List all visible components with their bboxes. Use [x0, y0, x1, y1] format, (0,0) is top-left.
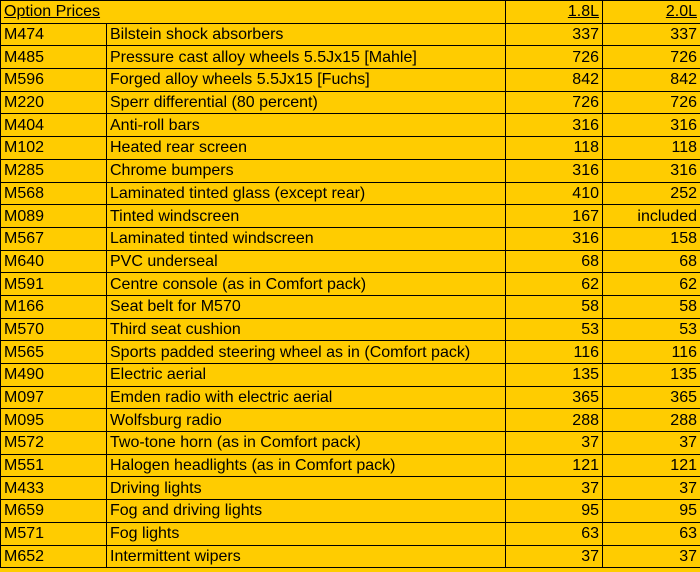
option-code-cell[interactable]: M640	[1, 250, 107, 273]
table-row	[1, 137, 700, 160]
price-1-8l-cell[interactable]: 37	[506, 477, 603, 500]
table-row	[1, 46, 700, 69]
table-row	[1, 341, 700, 364]
option-code-cell[interactable]: M490	[1, 364, 107, 387]
table-row	[1, 477, 700, 500]
option-description-cell[interactable]: Seat belt for M570	[107, 295, 506, 318]
option-description-cell[interactable]: Halogen headlights (as in Comfort pack)	[107, 454, 506, 477]
table-row	[1, 500, 700, 523]
price-1-8l-cell[interactable]: 167	[506, 205, 603, 228]
option-description-cell[interactable]: Electric aerial	[107, 364, 506, 387]
option-code-cell[interactable]: M095	[1, 409, 107, 432]
price-2-0l-cell[interactable]: 62	[603, 273, 700, 296]
price-1-8l-cell[interactable]: 37	[506, 432, 603, 455]
table-row	[1, 69, 700, 92]
column-header-1-8l[interactable]: 1.8L	[506, 1, 603, 24]
option-code-cell[interactable]: M570	[1, 318, 107, 341]
price-2-0l-cell[interactable]: 37	[603, 477, 700, 500]
price-2-0l-cell[interactable]: included	[603, 205, 700, 228]
option-prices-title[interactable]: Option Prices	[1, 1, 107, 24]
header-empty-cell[interactable]	[107, 1, 506, 24]
header-row	[1, 1, 700, 24]
price-2-0l-cell[interactable]: 158	[603, 227, 700, 250]
option-code-cell[interactable]: M097	[1, 386, 107, 409]
option-description-cell[interactable]: Sperr differential (80 percent)	[107, 91, 506, 114]
price-2-0l-cell[interactable]: 365	[603, 386, 700, 409]
option-description-cell[interactable]: Tinted windscreen	[107, 205, 506, 228]
option-code-cell[interactable]: M285	[1, 159, 107, 182]
option-description-cell[interactable]: Wolfsburg radio	[107, 409, 506, 432]
table-row	[1, 182, 700, 205]
table-row	[1, 23, 700, 46]
option-code-cell[interactable]: M652	[1, 545, 107, 568]
option-code-cell[interactable]: M565	[1, 341, 107, 364]
price-1-8l-cell[interactable]: 316	[506, 114, 603, 137]
price-2-0l-cell[interactable]: 68	[603, 250, 700, 273]
table-row	[1, 114, 700, 137]
option-code-cell[interactable]: M596	[1, 69, 107, 92]
table-row	[1, 386, 700, 409]
option-code-cell[interactable]: M572	[1, 432, 107, 455]
option-description-cell[interactable]: Laminated tinted windscreen	[107, 227, 506, 250]
price-1-8l-cell[interactable]: 37	[506, 545, 603, 568]
option-code-cell[interactable]: M433	[1, 477, 107, 500]
option-description-cell[interactable]: Centre console (as in Comfort pack)	[107, 273, 506, 296]
price-1-8l-cell[interactable]: 118	[506, 137, 603, 160]
price-2-0l-cell[interactable]: 53	[603, 318, 700, 341]
option-code-cell[interactable]: M571	[1, 522, 107, 545]
table-row	[1, 364, 700, 387]
price-2-0l-cell[interactable]: 118	[603, 137, 700, 160]
option-description-cell[interactable]: Heated rear screen	[107, 137, 506, 160]
price-1-8l-cell[interactable]: 62	[506, 273, 603, 296]
price-1-8l-cell[interactable]: 726	[506, 46, 603, 69]
option-description-cell[interactable]: Bilstein shock absorbers	[107, 23, 506, 46]
option-code-cell[interactable]: M474	[1, 23, 107, 46]
table-row	[1, 273, 700, 296]
option-description-cell[interactable]: PVC underseal	[107, 250, 506, 273]
table-row	[1, 318, 700, 341]
table-row	[1, 250, 700, 273]
option-code-cell[interactable]: M220	[1, 91, 107, 114]
price-1-8l-cell[interactable]: 316	[506, 227, 603, 250]
price-1-8l-cell[interactable]: 121	[506, 454, 603, 477]
table-row	[1, 454, 700, 477]
price-1-8l-cell[interactable]: 63	[506, 522, 603, 545]
table-row	[1, 91, 700, 114]
option-description-cell[interactable]: Laminated tinted glass (except rear)	[107, 182, 506, 205]
price-2-0l-cell[interactable]: 726	[603, 46, 700, 69]
option-code-cell[interactable]: M404	[1, 114, 107, 137]
option-code-cell[interactable]: M089	[1, 205, 107, 228]
table-row	[1, 409, 700, 432]
price-1-8l-cell[interactable]: 842	[506, 69, 603, 92]
table-row	[1, 205, 700, 228]
option-code-cell[interactable]: M591	[1, 273, 107, 296]
option-description-cell[interactable]: Pressure cast alloy wheels 5.5Jx15 [Mahle]	[107, 46, 506, 69]
option-description-cell[interactable]: Fog and driving lights	[107, 500, 506, 523]
option-description-cell[interactable]: Intermittent wipers	[107, 545, 506, 568]
option-description-cell[interactable]: Two-tone horn (as in Comfort pack)	[107, 432, 506, 455]
option-description-cell[interactable]: Anti-roll bars	[107, 114, 506, 137]
price-1-8l-cell[interactable]: 288	[506, 409, 603, 432]
price-1-8l-cell[interactable]: 116	[506, 341, 603, 364]
table-row	[1, 545, 700, 568]
price-1-8l-cell[interactable]: 337	[506, 23, 603, 46]
option-code-cell[interactable]: M659	[1, 500, 107, 523]
price-2-0l-cell[interactable]: 135	[603, 364, 700, 387]
price-1-8l-cell[interactable]: 68	[506, 250, 603, 273]
price-2-0l-cell[interactable]: 63	[603, 522, 700, 545]
price-2-0l-cell[interactable]: 95	[603, 500, 700, 523]
price-2-0l-cell[interactable]: 337	[603, 23, 700, 46]
option-code-cell[interactable]: M485	[1, 46, 107, 69]
option-code-cell[interactable]: M568	[1, 182, 107, 205]
table-row	[1, 295, 700, 318]
price-2-0l-cell[interactable]: 288	[603, 409, 700, 432]
option-description-cell[interactable]: Emden radio with electric aerial	[107, 386, 506, 409]
price-2-0l-cell[interactable]: 121	[603, 454, 700, 477]
option-code-cell[interactable]: M166	[1, 295, 107, 318]
price-2-0l-cell[interactable]: 842	[603, 69, 700, 92]
table-row	[1, 159, 700, 182]
table-row	[1, 227, 700, 250]
price-1-8l-cell[interactable]: 95	[506, 500, 603, 523]
price-2-0l-cell[interactable]: 252	[603, 182, 700, 205]
column-header-2-0l[interactable]: 2.0L	[603, 1, 700, 24]
option-code-cell[interactable]: M102	[1, 137, 107, 160]
price-1-8l-cell[interactable]: 365	[506, 386, 603, 409]
price-1-8l-cell[interactable]: 135	[506, 364, 603, 387]
option-description-cell[interactable]: Forged alloy wheels 5.5Jx15 [Fuchs]	[107, 69, 506, 92]
table-row	[1, 432, 700, 455]
option-code-cell[interactable]: M567	[1, 227, 107, 250]
price-1-8l-cell[interactable]: 726	[506, 91, 603, 114]
option-description-cell[interactable]: Driving lights	[107, 477, 506, 500]
price-2-0l-cell[interactable]: 726	[603, 91, 700, 114]
option-description-cell[interactable]: Fog lights	[107, 522, 506, 545]
price-1-8l-cell[interactable]: 410	[506, 182, 603, 205]
price-2-0l-cell[interactable]: 116	[603, 341, 700, 364]
price-1-8l-cell[interactable]: 58	[506, 295, 603, 318]
price-1-8l-cell[interactable]: 53	[506, 318, 603, 341]
table-row	[1, 522, 700, 545]
price-2-0l-cell[interactable]: 37	[603, 432, 700, 455]
price-2-0l-cell[interactable]: 316	[603, 114, 700, 137]
option-description-cell[interactable]: Chrome bumpers	[107, 159, 506, 182]
price-2-0l-cell[interactable]: 58	[603, 295, 700, 318]
price-1-8l-cell[interactable]: 316	[506, 159, 603, 182]
option-code-cell[interactable]: M551	[1, 454, 107, 477]
price-2-0l-cell[interactable]: 37	[603, 545, 700, 568]
option-description-cell[interactable]: Sports padded steering wheel as in (Comfort pack)	[107, 341, 506, 364]
price-2-0l-cell[interactable]: 316	[603, 159, 700, 182]
option-description-cell[interactable]: Third seat cushion	[107, 318, 506, 341]
